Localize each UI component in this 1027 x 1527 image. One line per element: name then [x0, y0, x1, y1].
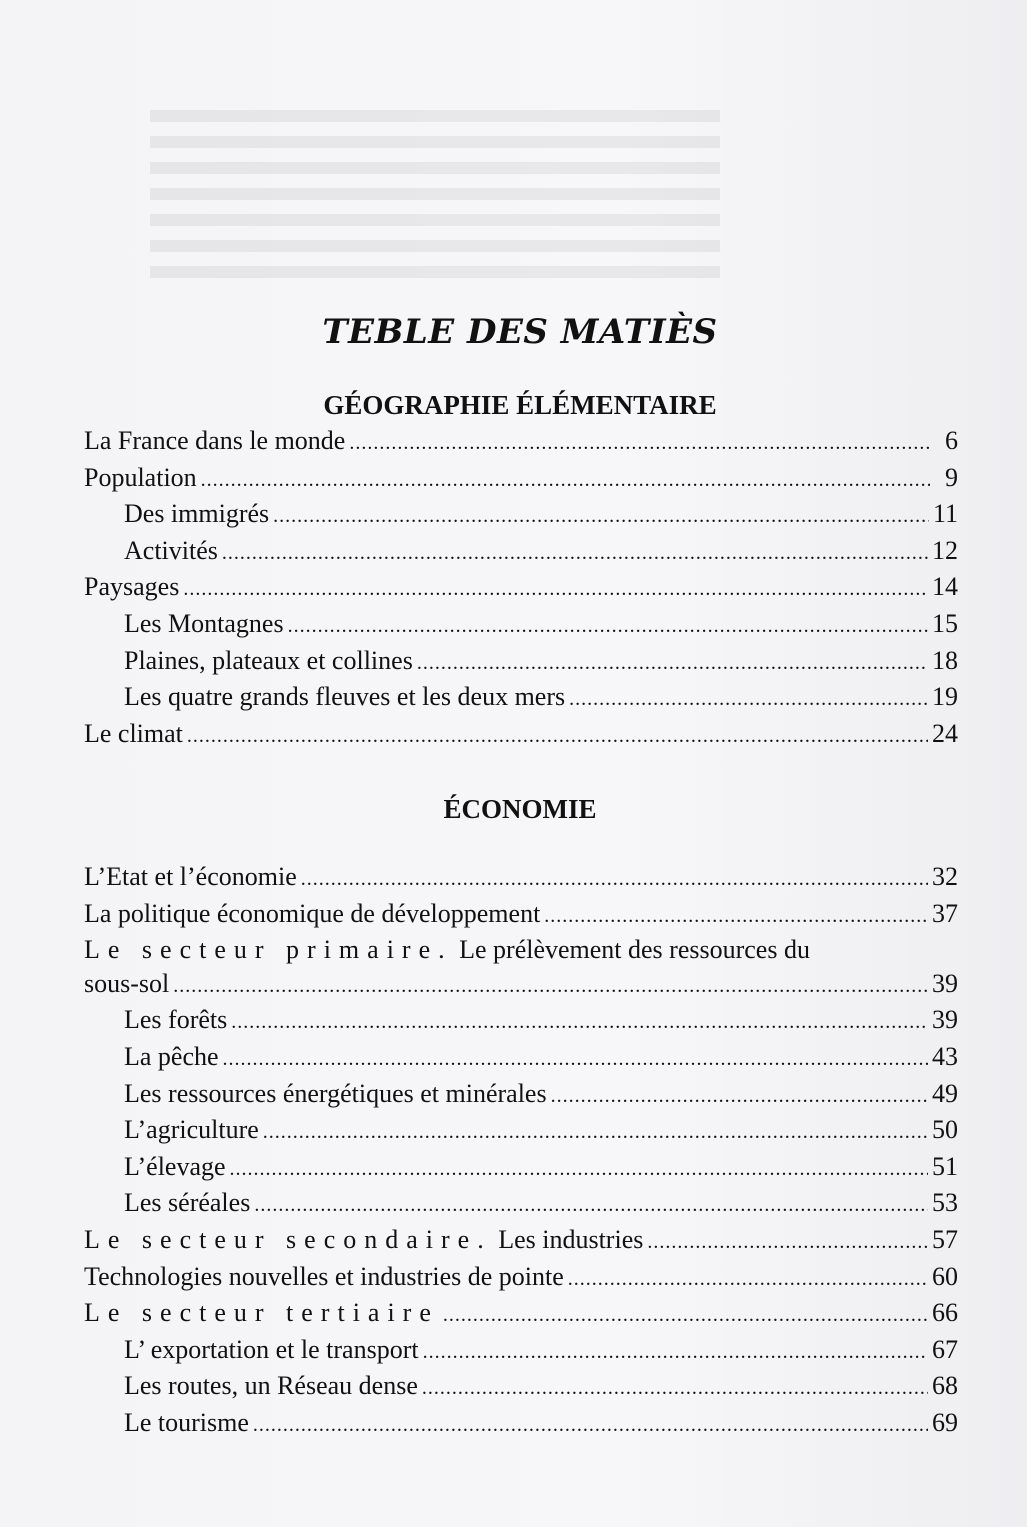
toc-subentry: Les Montagnes ..... 15 [84, 607, 958, 644]
toc-subentry: L’agriculture ..... 50 [84, 1113, 958, 1150]
toc-entry-multiline-line2: sous-sol ..... 39 [84, 967, 958, 1004]
page-number: 43 [932, 1041, 958, 1071]
toc-entry: Le climat ..... 24 [84, 717, 958, 754]
toc-subentry: Les quatre grands fleuves et les deux mers ..... 19 [84, 680, 958, 717]
toc-entry: L’Etat et l’économie ..... 32 [84, 860, 958, 897]
section-heading-economie: ÉCONOMIE [443, 794, 597, 824]
page-number: 37 [932, 898, 958, 928]
page-number: 57 [932, 1224, 958, 1254]
toc-subentry: L’ exportation et le transport ..... 67 [84, 1333, 958, 1370]
page-number: 12 [932, 535, 958, 565]
toc-subentry: La pêche ..... 43 [84, 1040, 958, 1077]
toc-entry: Technologies nouvelles et industries de pointe ..... 60 [84, 1260, 958, 1297]
toc-entry: Le secteur tertiaire ..... 66 [84, 1296, 958, 1333]
toc-subentry: Plaines, plateaux et collines ..... 18 [84, 644, 958, 681]
page-number: 39 [932, 968, 958, 998]
page-number: 32 [932, 862, 958, 891]
toc-subentry: Des immigrés ..... 11 [84, 497, 958, 534]
bleed-through-text [150, 110, 720, 290]
toc-subentry: Activités ..... 12 [84, 534, 958, 571]
page-number: 49 [932, 1078, 958, 1108]
page-number: 50 [932, 1115, 958, 1145]
page-number: 11 [932, 499, 958, 529]
toc-entry: La France dans le monde ..... 6 [84, 424, 958, 461]
toc-subentry: Les routes, un Réseau dense ..... 68 [84, 1369, 958, 1406]
toc-entry: Paysages ..... 14 [84, 570, 958, 607]
page-number: 67 [932, 1334, 958, 1364]
toc-entry: Le secteur secondaire. Les industries ..... 57 [84, 1223, 958, 1260]
page-number: 39 [932, 1005, 958, 1035]
page-number: 15 [932, 608, 958, 638]
section-heading-geographie: GÉOGRAPHIE ÉLÉMENTAIRE [323, 390, 717, 420]
toc-subentry: L’élevage ..... 51 [84, 1150, 958, 1187]
page-number: 14 [932, 572, 958, 602]
toc-subentry: Les ressources énergétiques et minérales ..... 49 [84, 1077, 958, 1114]
toc-list-economie [84, 860, 958, 1443]
page-title: TEBLE DES MATIÈS [322, 312, 718, 352]
page-number: 9 [945, 462, 958, 492]
toc-entry-multiline-line1: Le secteur primaire. Le prélèvement des ressources du [84, 935, 810, 965]
page-number: 24 [932, 718, 958, 748]
toc-subentry: Les forêts ..... 39 [84, 1003, 958, 1040]
page-number: 19 [932, 682, 958, 712]
page-number: 51 [932, 1151, 958, 1181]
page-number: 68 [932, 1371, 958, 1401]
page-number: 53 [932, 1188, 958, 1218]
toc-subentry: Le tourisme ..... 69 [84, 1406, 958, 1443]
page-number: 6 [945, 426, 958, 455]
toc-subentry: Les séréales ..... 53 [84, 1186, 958, 1223]
toc-entry: La politique économique de développement ..... 37 [84, 897, 958, 934]
page-number: 18 [932, 645, 958, 675]
page-number: 69 [932, 1407, 958, 1437]
toc-entry: Population ..... 9 [84, 461, 958, 498]
toc-list-geographie [84, 424, 958, 753]
page-number: 66 [932, 1298, 958, 1328]
page-number: 60 [932, 1261, 958, 1291]
